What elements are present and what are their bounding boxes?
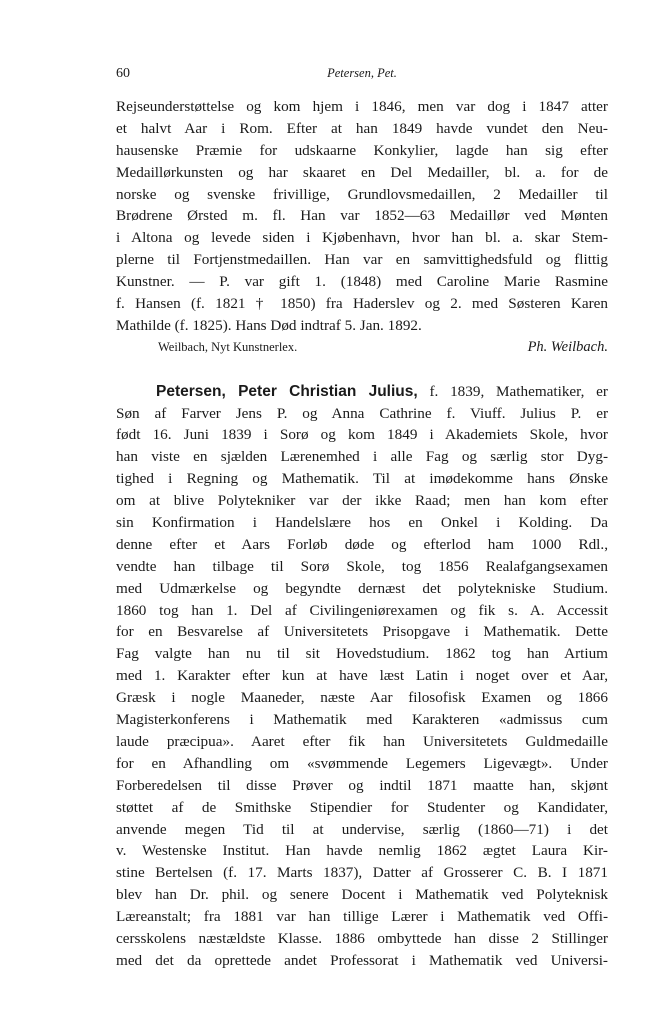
page-header bbox=[116, 66, 608, 86]
entry1-line: Brødrene Ørsted m. fl. Han var 1852—63 Medaillør ved Mønten bbox=[116, 207, 608, 225]
entry2-line: stine Bertelsen (f. 17. Marts 1837), Datter af Grosserer C. B. I 1871 bbox=[116, 864, 608, 882]
entry2-line: han viste en sjælden Lærenemhed i alle Fag og særlig stor Dyg- bbox=[116, 448, 608, 466]
entry2-line: tighed i Regning og Mathematik. Til at imødekomme hans Ønske bbox=[116, 470, 608, 488]
entry-separator bbox=[116, 359, 608, 381]
entry1-line: hausenske Præmie for udskaarne Konkylier, lagde han sig efter bbox=[116, 141, 608, 159]
running-head: Petersen, Pet. bbox=[327, 66, 397, 80]
entry1-line: Rejseunderstøttelse og kom hjem i 1846, men var dog i 1847 atter bbox=[116, 98, 608, 115]
entry2-line: for en Besvarelse af Universitetets Prisopgave i Mathematik. Dette bbox=[116, 623, 608, 641]
entry1-source-line bbox=[116, 337, 608, 359]
entry1-line: i Altona og levede siden i Kjøbenhavn, hvor han bl. a. skar Stem- bbox=[116, 229, 608, 247]
entry2-line: vendte han tilbage til Sorø Skole, tog 1856 Realafgangsexamen bbox=[116, 557, 608, 575]
entry2-line: Græsk i nogle Maaneder, næste Aar filosofisk Examen og 1866 bbox=[116, 689, 608, 707]
entry2-line: v. Westenske Institut. Han havde nemlig 1862 ægtet Laura Kir- bbox=[116, 842, 608, 860]
entry2-line: Læreanstalt; fra 1881 var han tillige Lærer i Mathematik ved Offi- bbox=[116, 908, 608, 926]
page-number: 60 bbox=[116, 66, 130, 81]
entry1-line: norske og svenske frivillige, Grundlovsmedaillen, 2 Medailler til bbox=[116, 185, 608, 203]
entry1-line: et halvt Aar i Rom. Efter at han 1849 havde vundet den Neu- bbox=[116, 119, 608, 137]
entry2-line: med det da oprettede andet Professorat i Mathematik ved Universi- bbox=[116, 951, 608, 969]
entry1-line: plerne til Fortjenstmedaillen. Han var en samvittighedsfuld og flittig bbox=[116, 251, 608, 269]
entry2-line: sin Konfirmation i Handelslære hos en Onkel i Kolding. Da bbox=[116, 514, 608, 532]
entry-headword: Petersen, Peter Christian Julius, bbox=[156, 382, 418, 400]
entry2-line: født 16. Juni 1839 i Sorø og kom 1849 i Akademiets Skole, hvor bbox=[116, 426, 608, 444]
entry2-line: Forberedelsen til disse Prøver og indtil 1871 maatte han, skjønt bbox=[116, 776, 608, 794]
entry2-line: Fag valgte han nu til sit Hovedstudium. 1862 tog han Artium bbox=[116, 645, 608, 663]
entry2-line: blev han Dr. phil. og senere Docent i Mathematik ved Polyteknisk bbox=[116, 886, 608, 904]
entry2-line: Søn af Farver Jens P. og Anna Cathrine f. Viuff. Julius P. er bbox=[116, 404, 608, 422]
entry2-line: laude præcipua». Aaret efter fik han Universitetets Guldmedaille bbox=[116, 732, 608, 750]
source-reference: Weilbach, Nyt Kunstnerlex. bbox=[158, 339, 298, 354]
entry1-line: f. Hansen (f. 1821 † 1850) fra Haderslev og 2. med Søsteren Karen bbox=[116, 295, 608, 313]
entry2-line: Magisterkonferens i Mathematik med Karakteren «admissus cum bbox=[116, 711, 608, 729]
entry2-first-line-text: f. 1839, Mathematiker, er bbox=[417, 382, 608, 400]
entry-author: Ph. Weilbach. bbox=[527, 338, 608, 355]
entry2-line: med 1. Karakter efter kun at have læst Latin i noget over et Aar, bbox=[116, 667, 608, 685]
entry1-line: Kunstner. — P. var gift 1. (1848) med Caroline Marie Rasmine bbox=[116, 273, 608, 291]
entry1-line: Medaillørkunsten og har skaaret en Del Medailler, bl. a. for de bbox=[116, 163, 608, 181]
entry2-line: cersskolens næstældste Klasse. 1886 ombyttede han disse 2 Stillinger bbox=[116, 929, 608, 947]
entry2-line: med Udmærkelse og begyndte dernæst det polytekniske Studium. bbox=[116, 579, 608, 597]
entry2-line: støttet af de Smithske Stipendier for Studenter og Kandidater, bbox=[116, 798, 608, 816]
entry2-line: denne efter et Aars Forløb døde og efterlod ham 1000 Rdl., bbox=[116, 535, 608, 553]
entry1-line: Mathilde (f. 1825). Hans Død indtraf 5. Jan. 1892. bbox=[116, 316, 422, 334]
entry2-line: for en Afhandling om «svømmende Legemers Ligevægt». Under bbox=[116, 754, 608, 772]
entry2-line: anvende megen Tid til at undervise, særlig (1860—71) i det bbox=[116, 820, 608, 838]
entry2-headline bbox=[116, 381, 608, 403]
page-body bbox=[116, 96, 608, 972]
entry2-line: 1860 tog han 1. Del af Civilingeniørexamen og fik s. A. Accessit bbox=[116, 601, 608, 619]
entry2-line: om at blive Polytekniker var der ikke Raad; men han kom efter bbox=[116, 492, 608, 510]
